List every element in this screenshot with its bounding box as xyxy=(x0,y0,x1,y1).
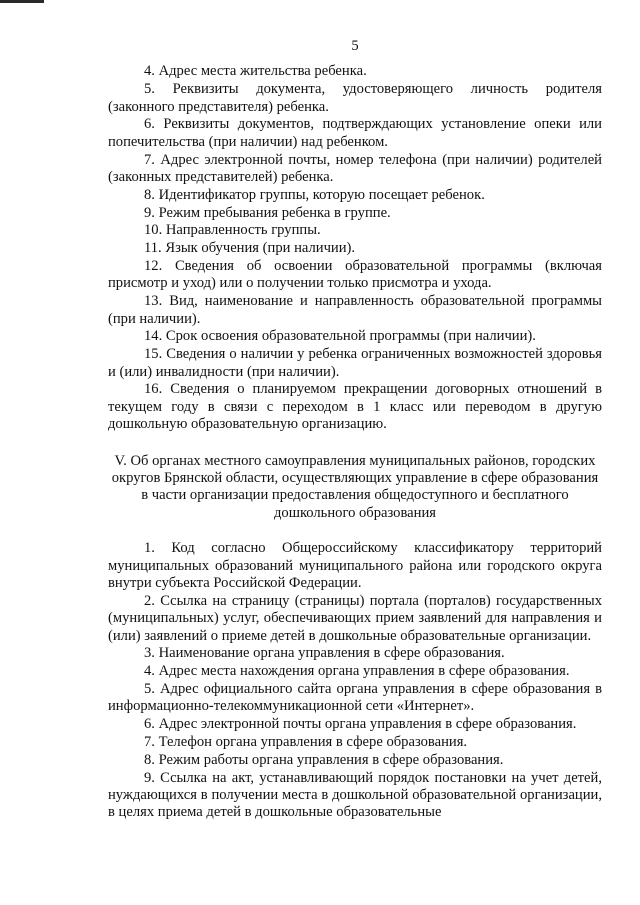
list-item: 15. Сведения о наличии у ребенка ограниченных возможностей здоровья и (или) инвалидности (при наличии). xyxy=(108,346,602,380)
list-item: 4. Адрес места жительства ребенка. xyxy=(144,63,367,80)
authority-info-list xyxy=(108,540,602,822)
list-item: 12. Сведения об освоении образовательной программы (включая присмотр и уход) или о получении только присмотра и ухода. xyxy=(108,258,602,292)
list-item: 6. Реквизиты документов, подтверждающих установление опеки или попечительства (при наличии) над ребенком. xyxy=(108,116,602,150)
document-page xyxy=(108,38,602,822)
list-item: 14. Срок освоения образовательной программы (при наличии). xyxy=(144,328,536,345)
list-item: 7. Телефон органа управления в сфере образования. xyxy=(144,734,468,751)
list-item: 7. Адрес электронной почты, номер телефона (при наличии) родителей (законных представителей) ребенка. xyxy=(108,151,602,186)
list-item: 13. Вид, наименование и направленность образовательной программы (при наличии). xyxy=(108,293,602,327)
list-item: 8. Идентификатор группы, которую посещает ребенок. xyxy=(144,186,485,203)
list-item: 9. Ссылка на акт, устанавливающий порядок постановки на учет детей, нуждающихся в получении места в дошкольной образовательной организации, в целях приема детей в дошкольные образовательные xyxy=(108,769,602,821)
list-item: 11. Язык обучения (при наличии). xyxy=(144,240,356,257)
list-item: 8. Режим работы органа управления в сфере образования. xyxy=(144,751,504,768)
scan-corner-mark xyxy=(0,0,44,3)
list-item: 6. Адрес электронной почты органа управления в сфере образования. xyxy=(144,716,577,733)
child-info-list xyxy=(108,63,602,433)
list-item: 3. Наименование органа управления в сфере образования. xyxy=(144,645,505,662)
list-item: 1. Код согласно Общероссийскому классификатору территорий муниципальных образований муниципального района или городского округа внутри субъекта Российской Федерации. xyxy=(108,540,602,592)
list-item: 4. Адрес места нахождения органа управления в сфере образования. xyxy=(144,663,570,680)
page-number: 5 xyxy=(351,38,359,54)
list-item: 16. Сведения о планируемом прекращении договорных отношений в текущем году в связи с переходом в 1 класс или переводом в другую дошкольную образовательную организацию. xyxy=(108,381,602,433)
section-heading: V. Об органах местного самоуправления муниципальных районов, городских округов Брянской области, осуществляющих управление в сфере образования в части организации предоставления общедоступного и бесплатного дошкольного образования xyxy=(111,452,599,521)
list-item: 10. Направленность группы. xyxy=(144,222,321,239)
list-item: 5. Адрес официального сайта органа управления в сфере образования в информационно-телекоммуникационной сети «Интернет». xyxy=(108,681,602,715)
list-item: 2. Ссылка на страницу (страницы) портала (порталов) государственных (муниципальных) услуг, обеспечивающих прием заявлений для направления и (или) заявлений о приеме детей в дошкольные образовательные организации. xyxy=(108,592,602,644)
list-item: 5. Реквизиты документа, удостоверяющего личность родителя (законного представителя) ребенка. xyxy=(108,81,602,115)
list-item: 9. Режим пребывания ребенка в группе. xyxy=(144,204,391,221)
